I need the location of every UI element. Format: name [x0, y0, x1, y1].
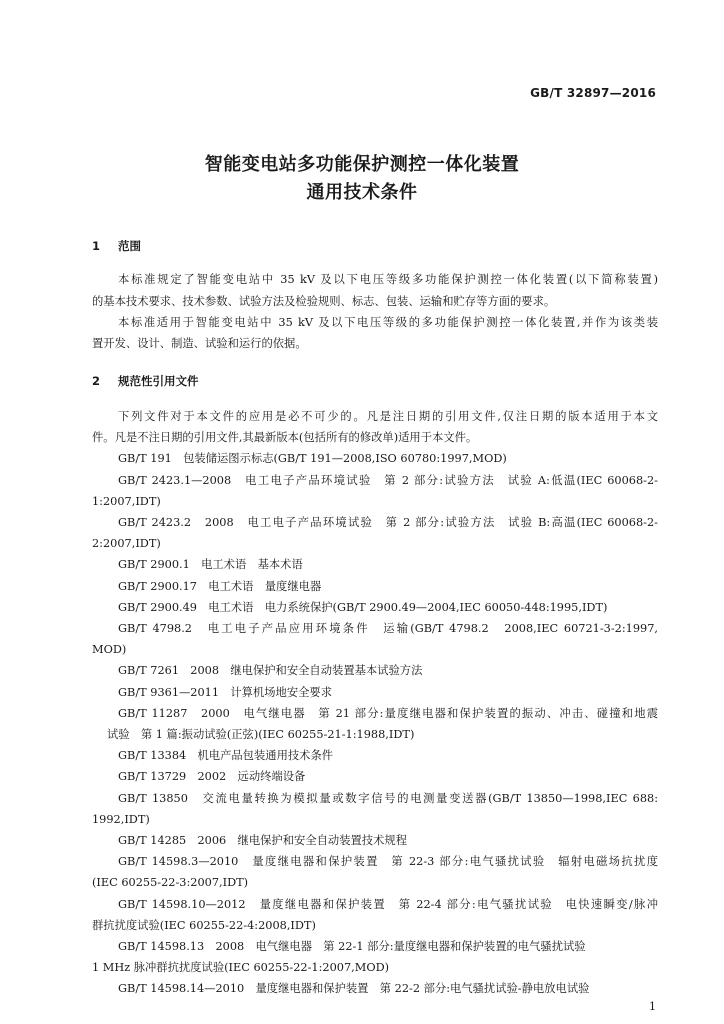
paragraph-line: 本标准规定了智能变电站中 35 kV 及以下电压等级多功能保护测控一体化装置(以下简称装置): [118, 273, 658, 286]
reference-entry: GB/T 11287 2000 电气继电器 第 21 部分:量度继电器和保护装置的振动、冲击、碰撞和地震: [118, 707, 658, 720]
reference-entry-cont: 2:2007,IDT): [92, 537, 161, 550]
paragraph-line: 下列文件对于本文件的应用是必不可少的。凡是注日期的引用文件,仅注日期的版本适用于本文: [118, 410, 658, 423]
reference-entry-cont: 1 MHz 脉冲群抗扰度试验(IEC 60255-22-1:2007,MOD): [92, 961, 390, 974]
reference-entry: GB/T 2900.17 电工术语 量度继电器: [118, 580, 322, 593]
reference-entry: GB/T 14598.10—2012 量度继电器和保护装置 第 22-4 部分:电气骚扰试验 电快速瞬变/脉冲: [118, 898, 658, 911]
page-number: 1: [649, 1000, 656, 1013]
reference-entry: GB/T 14598.13 2008 电气继电器 第 22-1 部分:量度继电器和保护装置的电气骚扰试验: [118, 940, 586, 953]
reference-entry: GB/T 2423.1—2008 电工电子产品环境试验 第 2 部分:试验方法 试验 A:低温(IEC 60068-2-: [118, 474, 658, 487]
section-1-heading: [92, 238, 141, 254]
paragraph-line: 件。凡是不注日期的引用文件,其最新版本(包括所有的修改单)适用于本文件。: [92, 431, 478, 444]
reference-entry: GB/T 13384 机电产品包装通用技术条件: [118, 749, 334, 762]
reference-entry: GB/T 13729 2002 远动终端设备: [118, 770, 306, 783]
reference-entry-cont: 试验 第 1 篇:振动试验(正弦)(IEC 60255-21-1:1988,IDT): [107, 728, 415, 741]
reference-entry-cont: MOD): [92, 643, 127, 656]
reference-entry-cont: 群抗扰度试验(IEC 60255-22-4:2008,IDT): [92, 919, 316, 932]
reference-entry: GB/T 4798.2 电工电子产品应用环境条件 运输(GB/T 4798.2 2008,IEC 60721-3-2:1997,: [118, 622, 658, 635]
section-title: 范围: [118, 239, 142, 253]
reference-entry: GB/T 2900.49 电工术语 电力系统保护(GB/T 2900.49—2004,IEC 60050-448:1995,IDT): [118, 601, 608, 614]
section-number: 1: [92, 239, 101, 253]
reference-entry: GB/T 2423.2 2008 电工电子产品环境试验 第 2 部分:试验方法 试验 B:高温(IEC 60068-2-: [118, 516, 658, 529]
paragraph-line: 置开发、设计、制造、试验和运行的依据。: [92, 337, 307, 350]
section-2-heading: [92, 373, 199, 389]
reference-entry: GB/T 191 包装储运图示标志(GB/T 191—2008,ISO 60780:1997,MOD): [118, 452, 507, 465]
reference-entry: GB/T 7261 2008 继电保护和安全自动装置基本试验方法: [118, 664, 423, 677]
reference-entry: GB/T 13850 交流电量转换为模拟量或数字信号的电测量变送器(GB/T 13850—1998,IEC 688:: [118, 792, 658, 805]
standard-code: GB/T 32897—2016: [530, 86, 656, 100]
reference-entry-cont: 1992,IDT): [92, 813, 150, 826]
reference-entry: GB/T 14598.14—2010 量度继电器和保护装置 第 22-2 部分:电气骚扰试验-静电放电试验: [118, 982, 590, 995]
reference-entry-cont: 1:2007,IDT): [92, 495, 161, 508]
document-title-line2: 通用技术条件: [306, 182, 418, 203]
document-title-line1: 智能变电站多功能保护测控一体化装置: [204, 154, 520, 175]
section-number: 2: [92, 374, 101, 388]
reference-entry: GB/T 14598.3—2010 量度继电器和保护装置 第 22-3 部分:电气骚扰试验 辐射电磁场抗扰度: [118, 855, 658, 868]
reference-entry: GB/T 2900.1 电工术语 基本术语: [118, 558, 303, 571]
paragraph-line: 的基本技术要求、技术参数、试验方法及检验规则、标志、包装、运输和贮存等方面的要求。: [92, 295, 556, 308]
paragraph-line: 本标准适用于智能变电站中 35 kV 及以下电压等级的多功能保护测控一体化装置,并作为该类装: [118, 316, 658, 329]
reference-entry: GB/T 9361—2011 计算机场地安全要求: [118, 686, 333, 699]
reference-entry: GB/T 14285 2006 继电保护和安全自动装置技术规程: [118, 834, 407, 847]
section-title: 规范性引用文件: [118, 374, 199, 388]
reference-entry-cont: (IEC 60255-22-3:2007,IDT): [92, 876, 249, 889]
